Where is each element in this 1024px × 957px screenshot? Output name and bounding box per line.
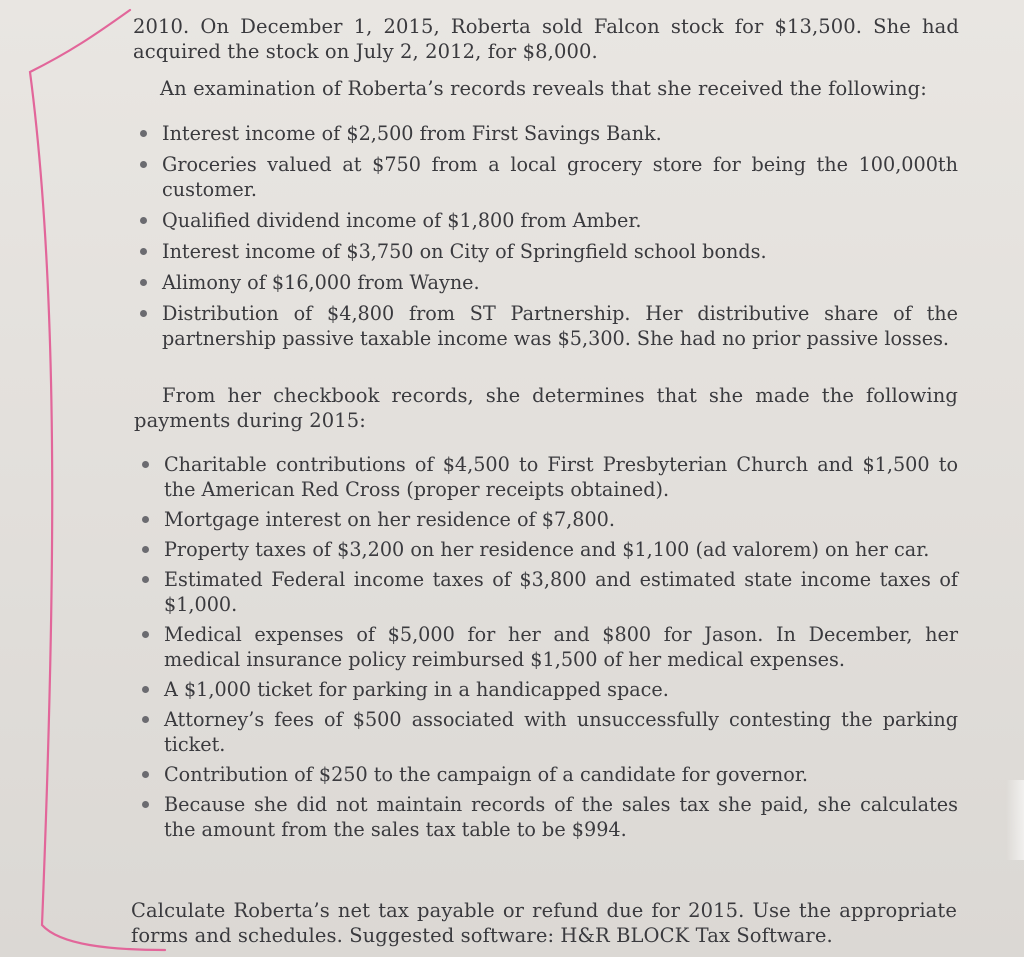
bullet-icon [140,248,147,255]
list-item: Property taxes of $3,200 on her residence and $1,100 (ad valorem) on her car. [164,537,958,562]
bullet-icon [142,546,149,553]
list-item: Estimated Federal income taxes of $3,800 and estimated state income taxes of $1,000. [164,567,958,617]
problem-intro: 2010. On December 1, 2015, Roberta sold Falcon stock for $13,500. She had acquired the stock on July 2, 2012, for $8,000. [133,15,959,63]
bullet-icon [142,801,149,808]
page-edge-shading [1006,780,1024,860]
examination-line: An examination of Roberta’s records reveals that she received the following: [160,77,927,100]
list-item: Because she did not maintain records of the sales tax she paid, she calculates the amount from the sales tax table to be $994. [164,792,958,842]
payments-list [164,452,958,847]
list-item: Groceries valued at $750 from a local grocery store for being the 100,000th customer. [162,152,958,202]
list-item: A $1,000 ticket for parking in a handicapped space. [164,677,958,702]
bullet-icon [142,461,149,468]
list-item: Contribution of $250 to the campaign of a candidate for governor. [164,762,958,787]
bullet-icon [142,631,149,638]
bullet-icon [140,217,147,224]
received-list [162,121,958,357]
bullet-icon [140,161,147,168]
bullet-icon [140,279,147,286]
bullet-icon [142,716,149,723]
bullet-icon [142,576,149,583]
closing-instructions: Calculate Roberta’s net tax payable or refund due for 2015. Use the appropriate forms and schedules. Suggested software: H&R BLOCK Tax Software. [131,899,957,947]
bullet-icon [142,516,149,523]
bullet-icon [142,771,149,778]
list-item: Interest income of $2,500 from First Savings Bank. [162,121,958,146]
bullet-icon [142,686,149,693]
bullet-icon [140,310,147,317]
list-item: Charitable contributions of $4,500 to First Presbyterian Church and $1,500 to the American Red Cross (proper receipts obtained). [164,452,958,502]
list-item: Alimony of $16,000 from Wayne. [162,270,958,295]
list-item: Distribution of $4,800 from ST Partnership. Her distributive share of the partnership passive taxable income was $5,300. She had no prior passive losses. [162,301,958,351]
checkbook-intro: From her checkbook records, she determines that she made the following payments during 2015: [134,384,958,432]
list-item: Mortgage interest on her residence of $7,800. [164,507,958,532]
list-item: Attorney’s fees of $500 associated with unsuccessfully contesting the parking ticket. [164,707,958,757]
list-item: Qualified dividend income of $1,800 from Amber. [162,208,958,233]
bullet-icon [140,130,147,137]
list-item: Interest income of $3,750 on City of Springfield school bonds. [162,239,958,264]
list-item: Medical expenses of $5,000 for her and $800 for Jason. In December, her medical insurance policy reimbursed $1,500 of her medical expenses. [164,622,958,672]
